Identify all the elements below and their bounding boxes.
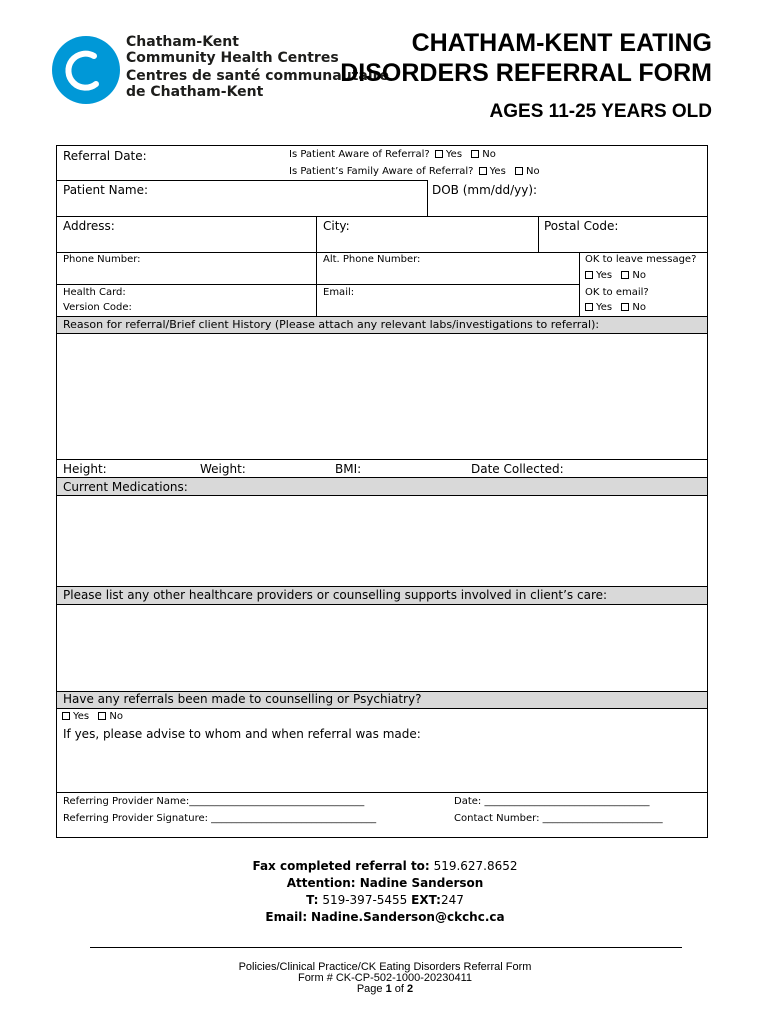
referrals-no-checkbox[interactable]	[98, 712, 106, 720]
title-line-2: DISORDERS REFERRAL FORM	[340, 59, 712, 87]
patient-aware-question	[289, 149, 496, 160]
ok-email-no-checkbox[interactable]	[621, 303, 629, 311]
referral-form-table	[56, 145, 708, 838]
ok-email-yes-checkbox[interactable]	[585, 303, 593, 311]
phone-number: 519-397-5455	[322, 893, 408, 907]
email-label: Email:	[265, 910, 308, 924]
yes-label: Yes	[73, 711, 90, 722]
organization-logo	[52, 34, 390, 108]
health-card-field[interactable]: Health Card:	[63, 287, 126, 298]
fax-number: 519.627.8652	[433, 859, 518, 873]
email-field[interactable]: Email:	[323, 287, 355, 298]
age-range-heading: AGES 11-25 YEARS OLD	[489, 101, 712, 122]
yes-label: Yes	[445, 149, 463, 160]
ok-email-options	[583, 302, 646, 313]
page-indicator	[0, 984, 770, 995]
ok-email-label: OK to email?	[585, 287, 649, 298]
page-word: Page	[356, 983, 383, 995]
logo-line-2: Community Health Centres	[126, 50, 339, 66]
bmi-field[interactable]: BMI:	[335, 462, 362, 476]
footer-form-number: Form # CK-CP-502-1000-20230411	[297, 972, 473, 984]
yes-label: Yes	[596, 302, 613, 313]
alt-phone-number-field[interactable]: Alt. Phone Number:	[323, 254, 421, 265]
footer-document-path: Policies/Clinical Practice/CK Eating Disorders Referral Form	[238, 961, 532, 973]
date-collected-field[interactable]: Date Collected:	[471, 462, 564, 476]
ok-message-options	[583, 270, 646, 281]
reason-for-referral-textarea[interactable]	[57, 334, 707, 458]
no-label: No	[632, 270, 646, 281]
family-aware-yes-checkbox[interactable]	[479, 167, 487, 175]
no-label: No	[632, 302, 646, 313]
dob-field[interactable]: DOB (mm/dd/yy):	[432, 183, 538, 197]
page-number: 1	[385, 983, 392, 995]
referrals-made-heading: Have any referrals been made to counselling or Psychiatry?	[63, 692, 422, 706]
phone-number-field[interactable]: Phone Number:	[63, 254, 141, 265]
weight-field[interactable]: Weight:	[200, 462, 246, 476]
no-label: No	[482, 149, 496, 160]
other-providers-heading: Please list any other healthcare providers or counselling supports involved in client’s care:	[63, 588, 608, 602]
current-medications-heading: Current Medications:	[63, 480, 188, 494]
height-field[interactable]: Height:	[63, 462, 107, 476]
fax-label: Fax completed referral to:	[252, 859, 430, 873]
logo-line-1: Chatham-Kent	[126, 34, 239, 50]
if-yes-instructions: If yes, please advise to whom and when referral was made:	[63, 727, 421, 741]
referring-provider-signature-field[interactable]: Referring Provider Signature: _________________________________	[63, 813, 377, 824]
yes-label: Yes	[489, 166, 506, 177]
other-providers-textarea[interactable]	[57, 605, 707, 691]
ok-message-yes-checkbox[interactable]	[585, 271, 593, 279]
current-medications-textarea[interactable]	[57, 496, 707, 586]
phone-label: T:	[306, 893, 319, 907]
yes-label: Yes	[596, 270, 613, 281]
ok-leave-message-label: OK to leave message?	[585, 254, 697, 265]
family-aware-question	[289, 166, 540, 177]
patient-aware-yes-checkbox[interactable]	[435, 150, 443, 158]
attention-text: Attention: Nadine Sanderson	[286, 876, 484, 890]
reason-for-referral-heading: Reason for referral/Brief client History (Please attach any relevant labs/investigations to referral):	[63, 318, 600, 331]
attention-line	[0, 875, 770, 892]
page-footer	[0, 962, 770, 995]
form-title	[340, 28, 712, 88]
contact-number-field[interactable]: Contact Number: ________________________	[454, 813, 663, 824]
referrals-yes-checkbox[interactable]	[62, 712, 70, 720]
ext-label: EXT:	[411, 893, 441, 907]
patient-aware-no-checkbox[interactable]	[471, 150, 479, 158]
postal-code-field[interactable]: Postal Code:	[544, 219, 619, 233]
fax-contact-block	[0, 858, 770, 926]
city-field[interactable]: City:	[323, 219, 350, 233]
fax-line	[0, 858, 770, 875]
referrals-made-options	[60, 711, 123, 722]
chatham-kent-logo-icon	[52, 34, 122, 106]
no-label: No	[525, 166, 540, 177]
family-aware-label: Is Patient’s Family Aware of Referral?	[289, 166, 474, 177]
version-code-field[interactable]: Version Code:	[63, 302, 132, 313]
date-field[interactable]: Date: _________________________________	[454, 796, 650, 807]
referring-provider-name-field[interactable]: Referring Provider Name:___________________________________	[63, 796, 365, 807]
logo-line-3: Centres de santé communautaire	[126, 68, 390, 84]
footer-divider	[90, 947, 682, 948]
email-address[interactable]: Nadine.Sanderson@ckchc.ca	[311, 910, 505, 924]
page-total: 2	[407, 983, 414, 995]
phone-line	[0, 892, 770, 909]
email-line	[0, 909, 770, 926]
patient-aware-label: Is Patient Aware of Referral?	[289, 149, 430, 160]
referral-date-field[interactable]: Referral Date:	[63, 149, 147, 163]
ok-message-no-checkbox[interactable]	[621, 271, 629, 279]
referral-details-textarea[interactable]	[57, 744, 707, 790]
patient-name-field[interactable]: Patient Name:	[63, 183, 149, 197]
logo-line-4: de Chatham-Kent	[126, 84, 264, 100]
address-field[interactable]: Address:	[63, 219, 115, 233]
family-aware-no-checkbox[interactable]	[515, 167, 523, 175]
of-word: of	[394, 983, 404, 995]
title-line-1: CHATHAM-KENT EATING	[411, 29, 712, 57]
ext-number: 247	[440, 893, 464, 907]
no-label: No	[109, 711, 123, 722]
